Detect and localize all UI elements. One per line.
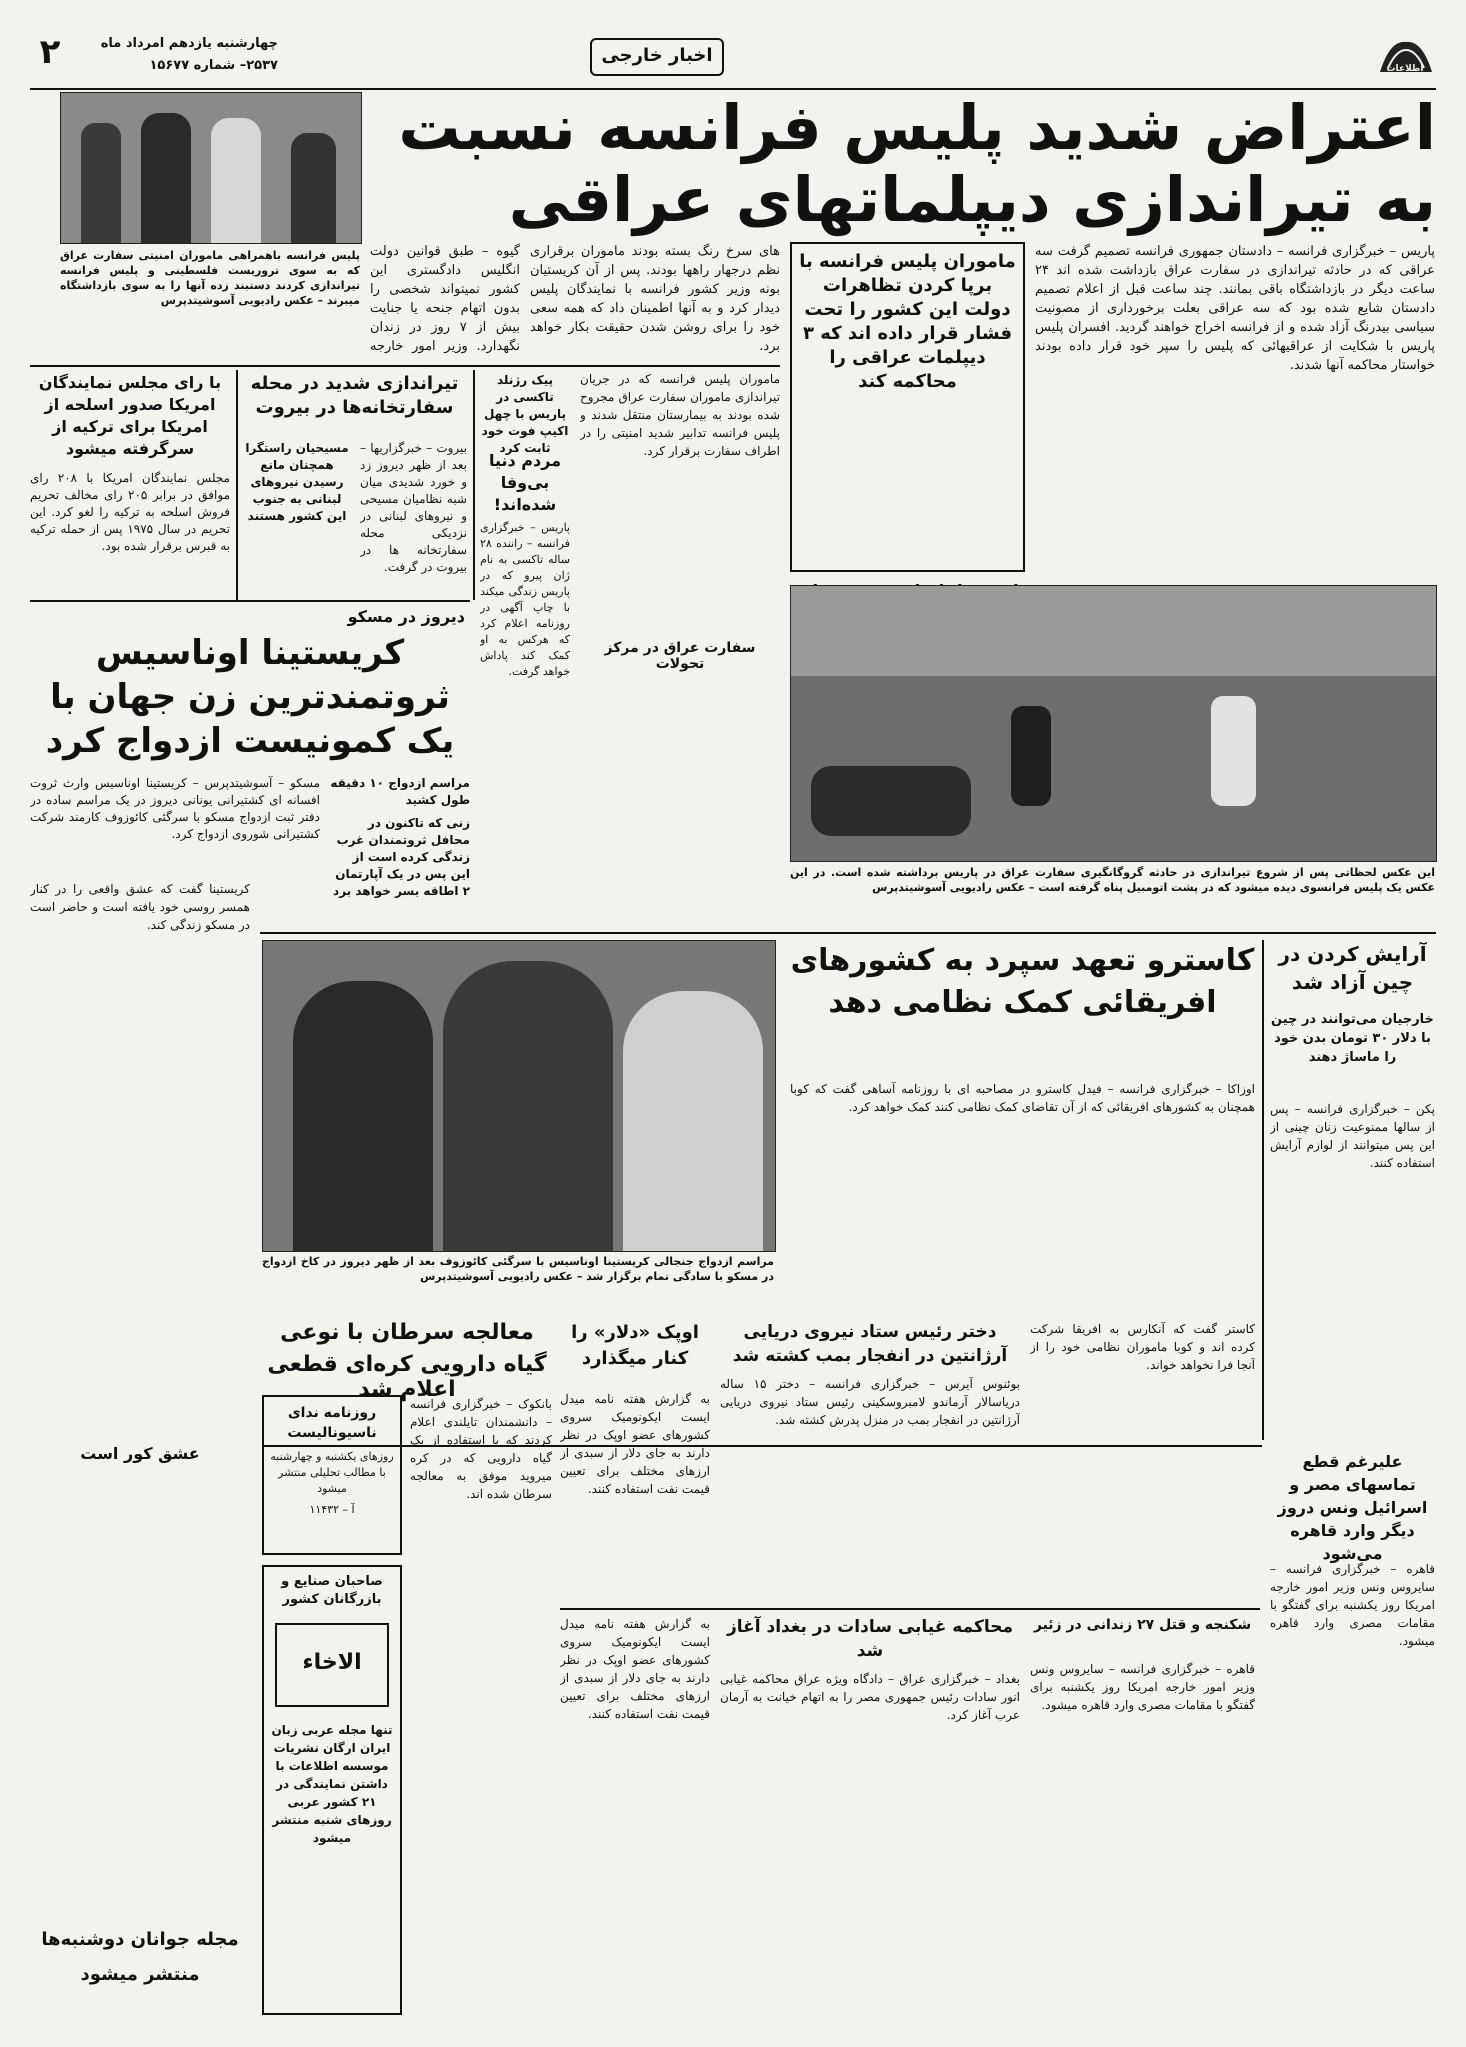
christina-kicker: دیروز در مسکو (347, 607, 465, 626)
taxi-headline: پیک رژنلد تاکسی در پاریس با چهل اکیپ فوت خود ثابت کرد (481, 373, 569, 455)
opec-continuation: به گزارش هفته نامه میدل ایست ایکونومیک سروی کشورهای عضو اوپک در نظر دارند به جای دلار از سبدی از ارزهای مختلف برای تعیین قیمت نفت استفاده کنند. (560, 1617, 710, 1721)
rule-v-3 (1262, 940, 1264, 1440)
christina-text: مسکو – آسوشیتدپرس – کریستینا اوناسیس وارث ثروت افسانه ای کشتیرانی یونانی دیروز در یک مراسم ساده در دفتر ثبت ازدواج مسکو با سرگئی کائوزوف کارمند شرکت کشتیرانی شوروی ازدواج کرد. (30, 776, 320, 841)
taxi-sub: مردم دنیا بی‌وفا شده‌اند! (488, 451, 562, 514)
christina-continuation: کریستینا گفت که عشق واقعی را در کنار همسر روسی خود یافته است و حاضر است در مسکو زندگی کند. (30, 882, 250, 932)
lebanon-headline: تیراندازی شدید در محله سفارتخانه‌ها در بیروت (250, 373, 459, 418)
lebanon-sub: مسیحیان راستگرا همچنان مانع رسیدن نیروهای لبنانی به جنوب این کشور هستند (245, 441, 349, 523)
argentina-text: بوئنوس آیرس – خبرگزاری فرانسه – دختر ۱۵ ساله دریاسالار آرماندو لامبروسکینی رئیس ستاد نیروی دریایی آرژانتین در انفجار بمب در منزل پدرش کشته شد. (720, 1377, 1020, 1427)
ad-akha-logo: الاخاء (275, 1623, 389, 1707)
lead-headline-line1: اعتراض شدید پلیس فرانسه نسبت (398, 91, 1436, 164)
lead-photo (60, 92, 362, 244)
egypt-text: قاهره – خبرگزاری فرانسه – سایروس ونس وزیر امور خارجه امریکا روز یکشنبه برای گفتگو با مقامات مصری وارد قاهره میشود. (1030, 1662, 1255, 1712)
rule-5 (560, 1608, 1260, 1610)
masthead-rule (30, 88, 1436, 90)
wedding-photo (262, 940, 776, 1252)
ad-nationalist-code: آ – ۱۱۴۳۲ (309, 1503, 355, 1516)
cuba-note-text: کاستر گفت که آنکارس به افریقا شرکت کرده اند و کوبا ماموران نظامی خود را از آنجا فرا نخواهد خواند. (1030, 1322, 1255, 1372)
christina-bullet2: زنی که تاکنون در محافل ثروتمندان غرب زندگی کرده است از این پس در یک آپارتمان ۲ اطاقه بسر خواهد برد (333, 816, 470, 898)
usa-text: مجلس نمایندگان امریکا با ۲۰۸ رای موافق در برابر ۲۰۵ رای مخالف تحریم فروش اسلحه به ترکیه را لغو کرد. این تحریم در سال ۱۹۷۵ پس از حمله ترکیه به قبرس برقرار شده بود. (30, 471, 230, 553)
makeup-headline: آرایش کردن در چین آزاد شد (1278, 942, 1427, 994)
christina-headline-line3: یک کمونیست ازدواج کرد (45, 721, 455, 761)
usa-headline: با رای مجلس نمایندگان امریکا صدور اسلحه از امریکا برای ترکیه از سرگرفته میشود (38, 373, 222, 458)
ad-akha (262, 1565, 402, 2015)
lebanon-text: بیروت – خبرگزاریها – بعد از ظهر دیروز زد و خورد شدیدی میان شبه نظامیان مسیحی و نیروهای لبنانی در نزدیکی محله سفارتخانه ها در بیروت در گرفت. (360, 441, 467, 574)
cancer-headline-line2: گیاه دارویی کره‌ای قطعی اعلام شد (267, 1352, 547, 1403)
makeup-sub: خارجیان می‌توانند در چین با دلار ۳۰ تومان بدن خود را ماساژ دهند (1271, 1012, 1434, 1065)
ad-youth-line2: منتشر میشود (80, 1964, 200, 1985)
love-headline: عشق کور است (80, 1444, 200, 1463)
masthead (30, 30, 1436, 88)
sadat-text: بغداد – خبرگزاری عراق – دادگاه ویژه عراق محاکمه غیابی انور سادات رئیس جمهوری مصر را به اتهام خیانت به آرمان عرب آغاز کرد. (720, 1672, 1020, 1722)
christina-headline-line2: ثروتمندترین زن جهان با (50, 677, 450, 717)
lead-body-col1: پاریس – خبرگزاری فرانسه – دادستان جمهوری فرانسه تصمیم گرفت سه عراقی که در حادثه تیراندازی در سفارت عراق بازداشت شده اند ۲۴ ساعت دیگر در بازداشتگاه باقی بمانند. چند ساعت قبل از اعلام تصمیم دادستان شایع شده بود که سه عراقی بعلت برخورداری از مصونیت سیاسی بیدرنگ آزاد شده و از فرانسه اخراج خواهند گردید. افسران پلیس پاریس با شکایت از عراقیهائی که پلیس را سپر خود قرار داده بودند خواستار محاکمه آنها شدند. (1035, 244, 1435, 373)
ad-nationalist-text: روزهای یکشنبه و چهارشنبه با مطالب تحلیلی منتشر میشود (270, 1450, 394, 1495)
castro-text: اوزاکا – خبرگزاری فرانسه – فیدل کاسترو در مصاحبه ای با روزنامه آساهی گفت که کوبا همچنان به کشورهای افریقائی که از آن تقاضای کمک نظامی کنند کمک خواهد کرد. (790, 1082, 1255, 1114)
lead-photo-caption: پلیس فرانسه باهمراهی ماموران امنیتی سفارت عراق که به سوی تروریست فلسطینی و پلیس فرانسه تیراندازی کردند دستبند زده آنها را به سوی بازداشتگاه میبرند – عکس رادیویی آسوشیتدپرس (60, 249, 360, 307)
rule-1 (30, 365, 780, 367)
section-label: اخبار خارجی (590, 38, 724, 76)
page-number: ۲ (39, 32, 61, 72)
issue-line: ۲۵۳۷– شماره ۱۵۶۷۷ (149, 58, 278, 73)
opec-text: به گزارش هفته نامه میدل ایست ایکونومیک سروی کشورهای عضو اوپک در نظر دارند به جای دلار از سبدی از ارزهای مختلف برای تعیین قیمت نفت استفاده کنند. (560, 1392, 710, 1496)
ad-nationalist (262, 1395, 402, 1555)
lead-subheadline-box (790, 242, 1025, 572)
egypt-continuation: قاهره – خبرگزاری فرانسه – سایروس ونس وزیر امور خارجه امریکا روز یکشنبه برای گفتگو با مقامات مصری وارد قاهره میشود. (1270, 1562, 1435, 1648)
ad-akha-title: صاحبان صنایع و بازرگانان کشور (281, 1574, 383, 1607)
rule-v-1 (236, 370, 238, 600)
gunfire-photo-caption: این عکس لحظاتی پس از شروع تیراندازی در حادثه گروگانگیری سفارت عراق در پاریس برداشته شده است. در این عکس یک پلیس فرانسوی دیده میشود که در پشت اتومبیل پناه گرفته است – عکس رادیویی آسوشیتدپرس (790, 866, 1435, 894)
christina-bullet1: مراسم ازدواج ۱۰ دقیقه طول کشید (330, 776, 470, 807)
ad-youth-line1: مجله جوانان دوشنبه‌ها (41, 1929, 239, 1950)
cancer-headline-line1: معالجه سرطان با نوعی (280, 1320, 534, 1345)
argentina-headline: دختر رئیس ستاد نیروی دریایی آرژانتین در انفجار بمب کشته شد (732, 1322, 1008, 1366)
wedding-photo-caption: مراسم ازدواج جنجالی کریستینا اوناسیس با سرگئی کائوزوف بعد از ظهر دیروز در کاخ ازدواج در مسکو با سادگی تمام برگزار شد – عکس رادیویی آسوشیتدپرس (262, 1255, 774, 1283)
lead-subheadline: ماموران پلیس فرانسه با برپا کردن تظاهرات دولت این کشور را تحت فشار قرار داده اند که ۳ دیپلمات عراقی را محاکمه کند (799, 251, 1016, 392)
castro-headline: کاسترو تعهد سپرد به کشورهای افریقائی کمک نظامی دهد (790, 943, 1255, 1020)
cancer-text: بانکوک – خبرگزاری فرانسه – دانشمندان تایلندی اعلام کردند که با استفاده از یک گیاه دارویی که در کره میروید موفق به معالجه سرطان شده اند. (410, 1397, 552, 1501)
gunfire-photo (790, 585, 1437, 862)
date-line: چهارشنبه یازدهم امرداد ماه (100, 36, 278, 51)
egypt-headline: علیرغم قطع تماسهای مصر و اسرائیل ونس دروز دیگر وارد قاهره می‌شود (1277, 1452, 1428, 1563)
ad-akha-text: تنها مجله عربی زبان ایران ارگان نشریات موسسه اطلاعات با داشتن نمایندگی در ۲۱ کشور عربی روزهای شنبه منتشر میشود (271, 1723, 393, 1845)
lead-body-col3: گیوه – طبق قوانین دولت انگلیس دادگستری این کشور نمیتواند شخصی را بدون اتهام جنحه یا جنایت بیش از ۷ روز در زندان نگهدارد. وزیر امور خارجه (370, 244, 520, 354)
rule-2 (30, 600, 470, 602)
lead-body-col2: های سرخ رنگ بسته بودند ماموران برقراری نظم درجهار راهها بودند. پس از آن کریستیان بونه وزیر کشور فرانسه با نمایندگان پلیس دیدار کرد و به آنها اطمینان داد که همه سعی خود را برای روشن شدن حقیقت بکار خواهد برد. (530, 244, 780, 354)
taxi-text: پاریس – خبرگزاری فرانسه – راننده ۲۸ ساله تاکسی به نام ژان پیرو که در پاریس زندگی میکند با چاپ آگهی در روزنامه اعلام کرد که هرکس به او کمک کند پاداش خواهد گرفت. (480, 521, 570, 678)
ad-nationalist-title: روزنامه ندای ناسیونالیست (287, 1405, 377, 1441)
rule-3 (260, 932, 1436, 934)
logo-text: اطلاعات (1386, 64, 1424, 74)
lead-headline-line2: به تیراندازی دیپلماتهای عراقی (508, 163, 1436, 236)
cuba-note-headline: شکنجه و قتل ۲۷ زندانی در زئیر (1033, 1617, 1252, 1633)
sadat-headline: محاکمه غیابی سادات در بغداد آغاز شد (726, 1617, 1014, 1661)
opec-headline: اوپک «دلار» را کنار میگذارد (571, 1322, 699, 1369)
rule-v-2 (473, 370, 475, 600)
christina-headline-line1: کریستینا اوناسیس (95, 633, 405, 673)
side-box-text: ماموران پلیس فرانسه که در جریان تیراندازی ماموران سفارت عراق مجروح شده بودند به بیمارستان منتقل شدند و پلیس فرانسه تدابیر شدید امنیتی را در اطراف سفارت برقرار کرد. (580, 372, 780, 458)
makeup-text: پکن – خبرگزاری فرانسه – پس از سالها ممنوعیت زنان چینی از این پس میتوانند از لوازم آرایش استفاده کنند. (1270, 1102, 1435, 1170)
side-box-headline: سفارت عراق در مرکز تحولات (604, 640, 756, 673)
